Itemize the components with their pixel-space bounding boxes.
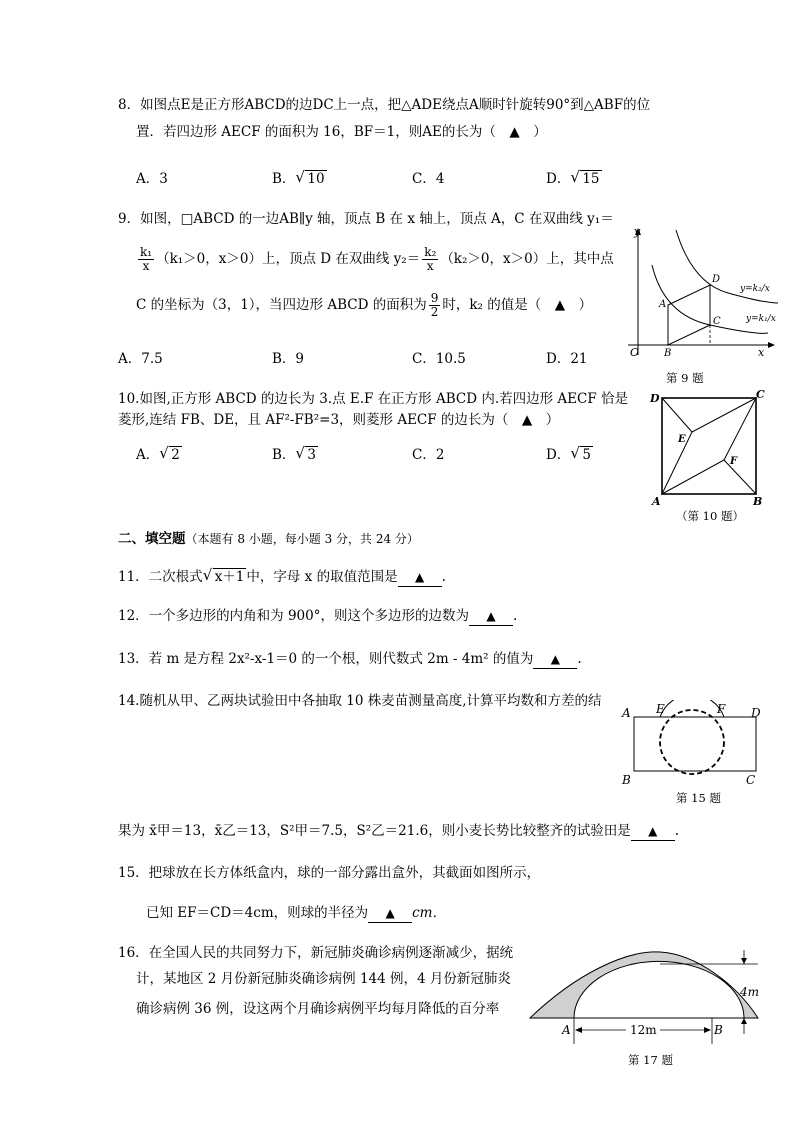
q16-line1: 16．在全国人民的共同努力下，新冠肺炎确诊病例逐渐减少，据统: [118, 945, 514, 961]
q9-line2: $\frac{\text{k₁}}{x}$ （k₁＞0，x＞0）上，顶点 D 在双曲线 y₂＝ $\frac{\text{k₂}}{x}$ （k₂＞0，x＞0）上，其中点: [140, 245, 614, 273]
figure-q15-box-ball: [618, 700, 768, 790]
q14-line1: 14.随机从甲、乙两块试验田中各抽取 10 株麦苗测量高度,计算平均数和方差的结: [118, 693, 602, 709]
section-heading: [118, 530, 419, 548]
label-curve-k1: y=k₁/x: [746, 314, 776, 324]
sqrt-expression: √ 15: [570, 168, 600, 187]
option-label: B．: [272, 171, 296, 187]
q10-line2: 菱形,连结 FB、DE，且 AF²-FB²=3，则菱形 AECF 的边长为（ ▲ ）: [118, 412, 560, 428]
q9-line1: 9．如图，□ABCD 的一边AB∥y 轴，顶点 B 在 x 轴上，顶点 A，C 在双曲线 y₁＝: [118, 211, 614, 227]
sqrt-expression: √ 2: [159, 444, 180, 463]
answer-blank[interactable]: ▲: [486, 609, 496, 623]
label-point-a: A: [562, 1023, 571, 1037]
answer-blank[interactable]: ▲: [550, 652, 560, 666]
label-span: 12m: [630, 1023, 657, 1037]
label-point-f: F: [717, 702, 726, 716]
label-x-axis: x: [758, 346, 765, 359]
q10-option-b: [272, 446, 318, 464]
label-point-b: B: [664, 348, 672, 359]
figure-q17-arch: [526, 944, 768, 1048]
label-point-b: B: [622, 773, 631, 787]
q11: 11．二次根式 √ x＋1 中，字母 x 的取值范围是 ▲ .: [118, 566, 446, 585]
sqrt-expression: √ 3: [295, 444, 317, 463]
option-label: A．: [136, 447, 160, 463]
caption-q10: （第 10 题）: [676, 509, 744, 523]
label-curve-k2: y=k₂/x: [740, 284, 770, 294]
q9-option-a: A．7.5: [118, 351, 163, 367]
q8-option-d: [546, 170, 602, 188]
q10-option-c: C．2: [412, 447, 445, 463]
q15-line2: 已知 EF＝CD＝4cm，则球的半径为 ▲ cm．: [146, 905, 446, 921]
figure-q9-hyperbola: [618, 225, 783, 360]
label-point-c: C: [746, 773, 756, 787]
label-point-a: A: [652, 495, 661, 508]
label-point-a: A: [659, 299, 667, 310]
q10-option-a: [136, 446, 182, 464]
q14-line2: 果为 x̄甲＝13，x̄乙＝13，S²甲＝7.5，S²乙＝21.6，则小麦长势比较整齐的试验田是 ▲ .: [118, 823, 680, 839]
q8-option-a: A．3: [136, 171, 168, 187]
label-point-e: E: [656, 702, 665, 716]
q8-option-c: C．4: [412, 171, 445, 187]
option-label: D．: [546, 447, 571, 463]
label-height: 4m: [740, 985, 760, 999]
q15-line1: 15．把球放在长方体纸盒内，球的一部分露出盒外，其截面如图所示，: [118, 865, 541, 881]
q9-option-c: C．10.5: [412, 351, 466, 367]
option-label: B．: [272, 447, 296, 463]
label-point-d: D: [751, 706, 761, 720]
q8-line1: 8．如图点E是正方形ABCD的边DC上一点，把△ADE绕点A顺时针旋转90°到△ABF的位: [118, 97, 651, 113]
sqrt-expression: √ 10: [295, 168, 325, 187]
answer-blank[interactable]: ▲: [648, 824, 658, 838]
label-point-d: D: [650, 392, 660, 405]
caption-q17: 第 17 题: [628, 1053, 673, 1067]
label-point-b: B: [753, 495, 763, 508]
sqrt-expression: √ 5: [570, 444, 591, 463]
label-origin: O: [630, 346, 640, 359]
fraction-9-over-2: $\frac{9}{2}$: [430, 291, 439, 319]
q9-option-b: B．9: [272, 351, 305, 367]
q8-option-b: [272, 170, 327, 188]
section-title: 二、填空题: [118, 531, 186, 547]
option-label: D．: [546, 171, 571, 187]
label-point-c: C: [756, 388, 765, 401]
label-y-axis: y: [634, 225, 641, 238]
sqrt-expression: √ x＋1: [202, 566, 245, 585]
caption-q15: 第 15 题: [676, 791, 721, 805]
q16-line2: 计，某地区 2 月份新冠肺炎确诊病例 144 例，4 月份新冠肺炎: [136, 971, 511, 987]
label-point-e: E: [678, 434, 686, 445]
label-point-d: D: [712, 274, 721, 285]
section-note: （本题有 8 小题，每小题 3 分，共 24 分）: [185, 532, 419, 546]
q13: 13．若 m 是方程 2x²-x-1＝0 的一个根，则代数式 2m - 4m² 的值为 ▲ .: [118, 651, 582, 667]
figure-q10-square: [648, 388, 768, 513]
q10-line1: 10.如图,正方形 ABCD 的边长为 3.点 E.F 在正方形 ABCD 内.若四边形 AECF 恰是: [118, 391, 629, 407]
label-point-b: B: [714, 1023, 723, 1037]
q9-option-d: D．21: [546, 351, 588, 367]
answer-blank[interactable]: ▲: [414, 570, 425, 584]
q10-option-d: [546, 446, 593, 464]
fraction-k2-over-x: $\frac{\text{k₂}}{x}$: [424, 245, 437, 273]
q8-line2: 置．若四边形 AECF 的面积为 16，BF＝1，则AE的长为（ ▲ ）: [136, 124, 547, 140]
label-point-a: A: [622, 706, 631, 720]
q9-line3: C 的坐标为（3，1），当四边形 ABCD 的面积为 $\frac{9}{2}$ 时，k₂ 的值是（ ▲ ）: [136, 291, 593, 319]
label-point-c: C: [713, 316, 721, 327]
q12: 12．一个多边形的内角和为 900°，则这个多边形的边数为 ▲ .: [118, 608, 518, 624]
answer-blank[interactable]: ▲: [385, 906, 395, 920]
caption-q9: 第 9 题: [666, 371, 704, 385]
q16-line3: 确诊病例 36 例，设这两个月确诊病例平均每月降低的百分率: [136, 1001, 500, 1017]
label-point-f: F: [730, 456, 738, 467]
fraction-k1-over-x: $\frac{\text{k₁}}{x}$: [140, 245, 153, 273]
